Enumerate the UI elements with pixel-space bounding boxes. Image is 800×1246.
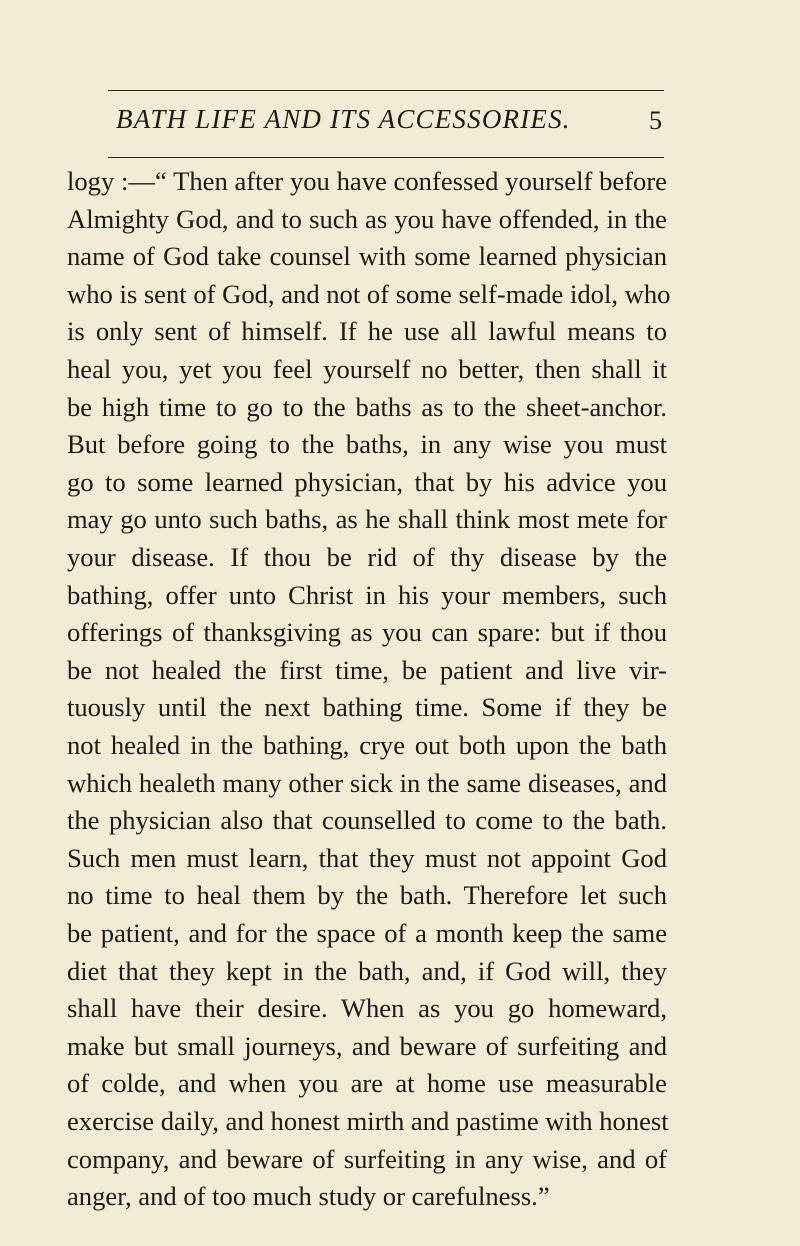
text-line: offerings of thanksgiving as you can spare: but if thou bbox=[67, 617, 667, 648]
text-line: who is sent of God, and not of some self-made idol, who bbox=[67, 278, 671, 309]
text-line: company, and beware of surfeiting in any wise, and of bbox=[67, 1143, 667, 1174]
text-line: not healed in the bathing, crye out both upon the bath bbox=[67, 730, 667, 760]
running-head bbox=[108, 104, 664, 144]
text-line: Almighty God, and to such as you have offended, in the bbox=[67, 203, 667, 234]
text-line: shall have their desire. When as you go homeward, bbox=[67, 993, 667, 1024]
text-line: the physician also that counselled to come to the bath. bbox=[67, 805, 667, 836]
text-line: no time to heal them by the bath. Therefore let such bbox=[67, 880, 667, 911]
text-line: is only sent of himself. If he use all lawful means to bbox=[67, 316, 667, 347]
text-line: be high time to go to the baths as to the sheet-anchor. bbox=[67, 391, 667, 422]
header-bottom-rule bbox=[108, 157, 664, 158]
text-line: may go unto such baths, as he shall think most mete for bbox=[67, 504, 667, 535]
text-line: logy :—“ Then after you have confessed yourself before bbox=[67, 166, 667, 196]
text-line: But before going to the baths, in any wise you must bbox=[67, 429, 667, 460]
text-line: heal you, yet you feel yourself no better, then shall it bbox=[67, 354, 667, 384]
text-line: bathing, offer unto Christ in his your members, such bbox=[67, 579, 667, 610]
text-line: be patient, and for the space of a month keep the same bbox=[67, 918, 667, 948]
text-line: tuously until the next bathing time. Some if they be bbox=[67, 692, 667, 723]
header-top-rule bbox=[108, 90, 664, 91]
page-number: 5 bbox=[649, 106, 662, 135]
text-line: diet that they kept in the bath, and, if God will, they bbox=[67, 955, 667, 986]
text-line: anger, and of too much study or carefulness.” bbox=[67, 1181, 550, 1212]
text-line: which healeth many other sick in the same diseases, and bbox=[67, 767, 667, 798]
running-title: BATH LIFE AND ITS ACCESSORIES. bbox=[116, 104, 571, 134]
text-line: of colde, and when you are at home use measurable bbox=[67, 1068, 667, 1099]
text-line: go to some learned physician, that by his advice you bbox=[67, 466, 667, 497]
text-line: your disease. If thou be rid of thy disease by the bbox=[67, 542, 667, 572]
text-line: be not healed the first time, be patient and live vir- bbox=[67, 654, 667, 685]
text-line: Such men must learn, that they must not appoint God bbox=[67, 842, 667, 873]
text-line: make but small journeys, and beware of surfeiting and bbox=[67, 1030, 667, 1061]
text-line: exercise daily, and honest mirth and pastime with honest bbox=[67, 1106, 669, 1136]
text-line: name of God take counsel with some learned physician bbox=[67, 241, 667, 272]
